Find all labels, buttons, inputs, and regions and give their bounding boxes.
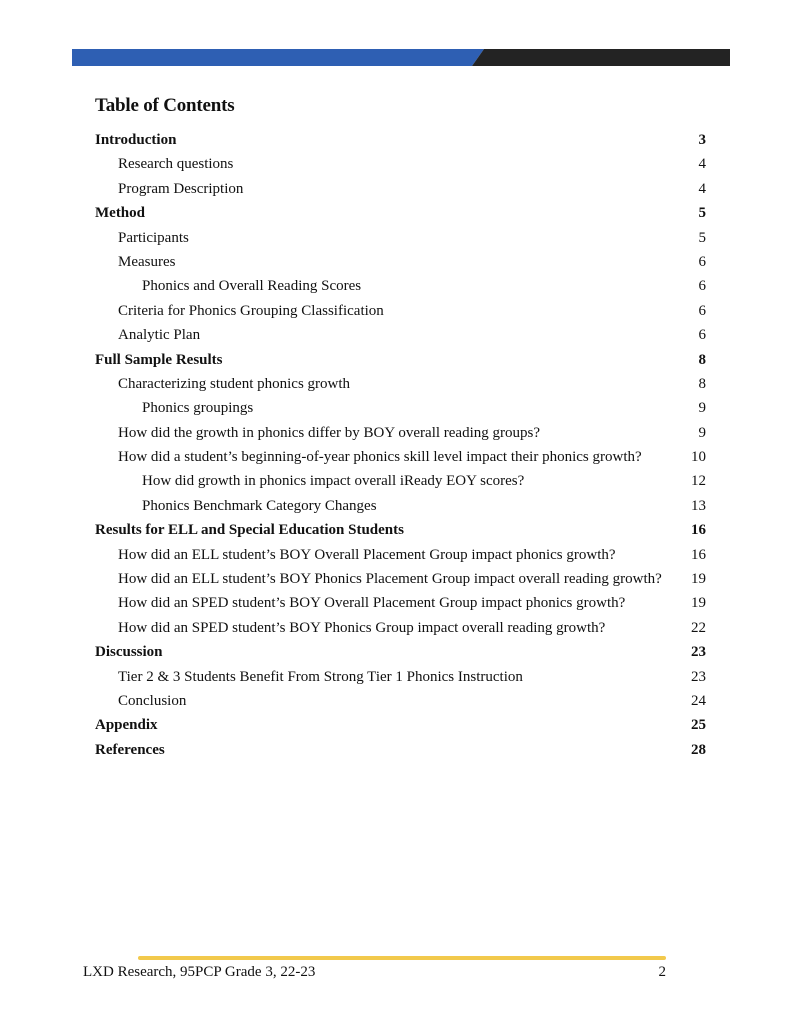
toc-entry[interactable]	[95, 201, 706, 225]
toc-entry-title: Appendix	[95, 717, 158, 734]
toc-entry-page: 5	[698, 229, 706, 246]
toc-entry-page: 23	[691, 644, 706, 661]
toc-entry-page: 19	[691, 571, 706, 588]
footer-divider	[138, 956, 666, 960]
toc-entry-title: Characterizing student phonics growth	[118, 375, 351, 392]
toc-entry-title: Introduction	[95, 132, 177, 148]
table-of-contents	[95, 128, 706, 762]
toc-entry-title: Tier 2 & 3 Students Benefit From Strong Tier 1 Phonics Instruction	[118, 668, 523, 685]
toc-entry[interactable]	[95, 250, 706, 274]
toc-entry-page: 13	[691, 497, 706, 514]
toc-entry-title: Measures	[118, 253, 176, 270]
toc-entry[interactable]	[95, 713, 706, 737]
header-bar-graphic	[72, 49, 730, 66]
toc-entry-title: Full Sample Results	[95, 351, 223, 368]
toc-entry-page: 19	[691, 595, 706, 612]
toc-entry-page: 16	[691, 522, 706, 539]
toc-entry[interactable]	[95, 738, 706, 762]
toc-entry-title: How did a student’s beginning-of-year phonics skill level impact their phonics growth?	[118, 449, 642, 466]
toc-entry[interactable]	[95, 152, 706, 176]
toc-entry-title: Conclusion	[118, 692, 187, 709]
toc-entry[interactable]	[95, 177, 706, 201]
toc-entry-page: 9	[698, 400, 706, 417]
toc-entry-page: 28	[691, 741, 706, 758]
toc-entry-page: 22	[691, 619, 706, 636]
toc-entry-title: Discussion	[95, 644, 163, 661]
toc-entry-title: Results for ELL and Special Education Students	[95, 522, 404, 539]
toc-entry-page: 12	[691, 473, 706, 490]
toc-entry-title: Phonics Benchmark Category Changes	[142, 497, 377, 514]
toc-entry[interactable]	[95, 543, 706, 567]
toc-entry-title: How did growth in phonics impact overall iReady EOY scores?	[142, 473, 525, 490]
toc-entry-page: 25	[691, 717, 706, 734]
header-bar-blue	[72, 49, 484, 66]
toc-entry[interactable]	[95, 274, 706, 298]
toc-entry[interactable]	[95, 299, 706, 323]
toc-entry-title: Criteria for Phonics Grouping Classification	[118, 302, 384, 319]
toc-entry-page: 6	[698, 327, 706, 344]
toc-entry-page: 23	[691, 668, 706, 685]
toc-entry-page: 5	[698, 205, 706, 222]
toc-entry-title: Analytic Plan	[118, 327, 201, 344]
toc-entry[interactable]	[95, 226, 706, 250]
header-bar	[72, 49, 730, 66]
toc-entry[interactable]	[95, 421, 706, 445]
toc-entry-title: References	[95, 741, 165, 758]
toc-entry[interactable]	[95, 396, 706, 420]
toc-entry[interactable]	[95, 591, 706, 615]
toc-entry-title: Program Description	[118, 180, 244, 197]
toc-entry[interactable]	[95, 689, 706, 713]
toc-entry[interactable]	[95, 445, 706, 469]
toc-entry[interactable]	[95, 469, 706, 493]
toc-entry[interactable]	[95, 518, 706, 542]
toc-entry-title: Phonics and Overall Reading Scores	[142, 278, 362, 295]
toc-entry-title: Research questions	[118, 156, 234, 173]
toc-entry-title: Method	[95, 205, 145, 222]
toc-entry-title: How did an ELL student’s BOY Overall Placement Group impact phonics growth?	[118, 546, 616, 563]
toc-entry[interactable]	[95, 348, 706, 372]
toc-entry-page: 16	[691, 546, 706, 563]
toc-entry[interactable]	[95, 640, 706, 664]
toc-entry-page: 3	[698, 132, 706, 148]
toc-entry-page: 10	[691, 449, 706, 466]
footer-page-number: 2	[658, 964, 666, 980]
header-bar-dark	[472, 49, 730, 66]
page-title: Table of Contents	[95, 95, 235, 116]
toc-entry-page: 24	[691, 692, 706, 709]
toc-entry-page: 8	[698, 351, 706, 368]
toc-entry-title: Phonics groupings	[142, 400, 254, 417]
toc-entry-title: Participants	[118, 229, 189, 246]
toc-entry-page: 8	[698, 375, 706, 392]
toc-entry-title: How did the growth in phonics differ by BOY overall reading groups?	[118, 424, 540, 441]
toc-entry[interactable]	[95, 567, 706, 591]
toc-entry[interactable]	[95, 494, 706, 518]
toc-entry-page: 6	[698, 253, 706, 270]
toc-entry-title: How did an SPED student’s BOY Phonics Group impact overall reading growth?	[118, 619, 606, 636]
toc-entry-page: 6	[698, 278, 706, 295]
footer-text: LXD Research, 95PCP Grade 3, 22-23	[83, 964, 316, 980]
toc-entry-title: How did an SPED student’s BOY Overall Placement Group impact phonics growth?	[118, 595, 626, 612]
toc-entry[interactable]	[95, 128, 706, 152]
toc-entry[interactable]	[95, 665, 706, 689]
toc-entry-page: 6	[698, 302, 706, 319]
toc-entry-page: 4	[698, 180, 706, 197]
toc-entry-page: 9	[698, 424, 706, 441]
toc-entry[interactable]	[95, 616, 706, 640]
toc-entry[interactable]	[95, 372, 706, 396]
toc-entry[interactable]	[95, 323, 706, 347]
toc-entry-title: How did an ELL student’s BOY Phonics Placement Group impact overall reading growth?	[118, 571, 662, 588]
toc-entry-page: 4	[698, 156, 706, 173]
